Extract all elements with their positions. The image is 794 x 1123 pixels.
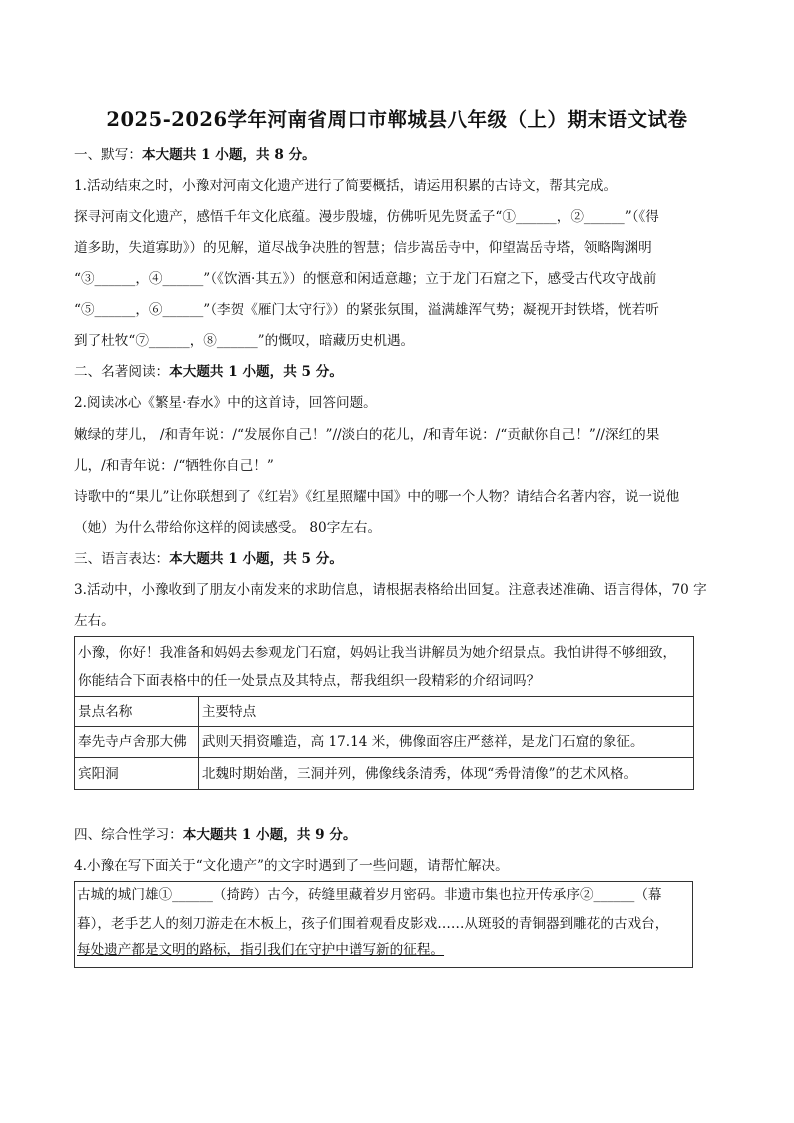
passage-line-3: 每处遗产都是文明的路标，指引我们在守护中谱写新的征程。: [77, 942, 445, 958]
section-1-info: 本大题共 1 小题，共 8 分。: [141, 147, 316, 163]
passage-line-1: 古城的城门雄①______（掎跨）古今，砖缝里藏着岁月密码。非遗市集也拉开传承序②______（幕: [77, 887, 662, 903]
section-4-info: 本大题共 1 小题，共 9 分。: [182, 827, 357, 843]
spot-feature-cell: 北魏时期始凿，三洞并列，佛像线条清秀，体现“秀骨清像”的艺术风格。: [198, 758, 693, 790]
help-message-line-1: 小豫，你好！我准备和妈妈去参观龙门石窟，妈妈让我当讲解员为她介绍景点。我怕讲得不够细致，: [78, 644, 677, 661]
question-3-prompt-line-1: 3.活动中，小豫收到了朋友小南发来的求助信息，请根据表格给出回复。注意表述准确、语言得体，70 字: [74, 582, 707, 598]
question-1-line-4: “⑤______，⑥______”（李贺《雁门太守行》）的紧张氛围，溢满雄浑气势；凝视开封铁塔，恍若听: [74, 302, 659, 318]
column-header-name: 景点名称: [75, 697, 199, 727]
section-3-heading: [74, 549, 343, 569]
question-1-prompt: 1.活动结束之时，小豫对河南文化遗产进行了简要概括，请运用积累的古诗文，帮其完成。: [74, 178, 618, 194]
section-4-label: 四、综合性学习：: [74, 827, 183, 843]
section-1-heading: [74, 145, 316, 165]
section-1-label: 一、默写：: [74, 147, 142, 163]
question-1-line-3: “③______，④______”（《饮酒·其五》）的惬意和闲适意趣；立于龙门石窟之下，感受古代攻守战前: [74, 271, 657, 287]
question-2-task-line-2: （她）为什么带给你这样的阅读感受。 80字左右。: [74, 520, 382, 536]
question-1-line-1: 探寻河南文化遗产，感悟千年文化底蕴。漫步殷墟，仿佛听见先贤孟子“①______，②______”（《得: [74, 209, 659, 225]
message-row: [75, 637, 694, 697]
exam-title: 2025-2026学年河南省周口市郸城县八年级（上）期末语文试卷: [106, 108, 688, 131]
question-2-task-line-1: 诗歌中的“果儿”让你联想到了《红岩》《红星照耀中国》中的哪一个人物？请结合名著内容，说一说他: [74, 489, 680, 505]
passage-box: [74, 881, 693, 968]
help-message-cell: [75, 637, 694, 697]
section-2-heading: [74, 362, 343, 382]
help-message-line-2: 你能结合下面表格中的任一处景点及其特点，帮我组织一段精彩的介绍词吗？: [78, 672, 541, 689]
section-3-label: 三、语言表达：: [74, 551, 170, 567]
scenic-spots-table: [74, 636, 694, 790]
section-2-label: 二、名著阅读：: [74, 364, 170, 380]
table-header-row: [75, 697, 694, 727]
question-2-poem-line-2: 儿，/和青年说：/“牺牲你自己！”: [74, 458, 274, 474]
question-4-prompt: 4.小豫在写下面关于“文化遗产”的文字时遇到了一些问题，请帮忙解决。: [74, 858, 509, 874]
question-1-line-5: 到了杜牧“⑦______，⑧______”的慨叹，暗藏历史机遇。: [74, 333, 415, 349]
question-2-prompt: 2.阅读冰心《繁星·春水》中的这首诗，回答问题。: [74, 395, 377, 411]
question-3-prompt-line-2: 左右。: [74, 613, 115, 629]
table-row: [75, 727, 694, 758]
spot-name-cell: 宾阳洞: [75, 758, 199, 790]
spot-feature-cell: 武则天捐资雕造，高 17.14 米，佛像面容庄严慈祥，是龙门石窟的象征。: [198, 727, 693, 758]
question-1-line-2: 道多助，失道寡助》）的见解，道尽战争决胜的智慧；信步嵩岳寺中，仰望嵩岳寺塔，领略陶渊明: [74, 240, 652, 256]
section-3-info: 本大题共 1 小题，共 5 分。: [169, 551, 343, 567]
section-2-info: 本大题共 1 小题，共 5 分。: [169, 364, 343, 380]
section-4-heading: [74, 825, 357, 845]
column-header-feature: 主要特点: [198, 697, 693, 727]
table-row: [75, 758, 694, 790]
spot-name-cell: 奉先寺卢舍那大佛: [75, 727, 199, 758]
question-2-poem-line-1: 嫩绿的芽儿， /和青年说：/“发展你自己！”//淡白的花儿，/和青年说：/“贡献你自己！”//深红的果: [74, 427, 660, 443]
passage-line-2: 暮），老手艺人的刻刀游走在木板上，孩子们围着观看皮影戏……从斑驳的青铜器到雕花的古戏台，: [77, 916, 669, 932]
